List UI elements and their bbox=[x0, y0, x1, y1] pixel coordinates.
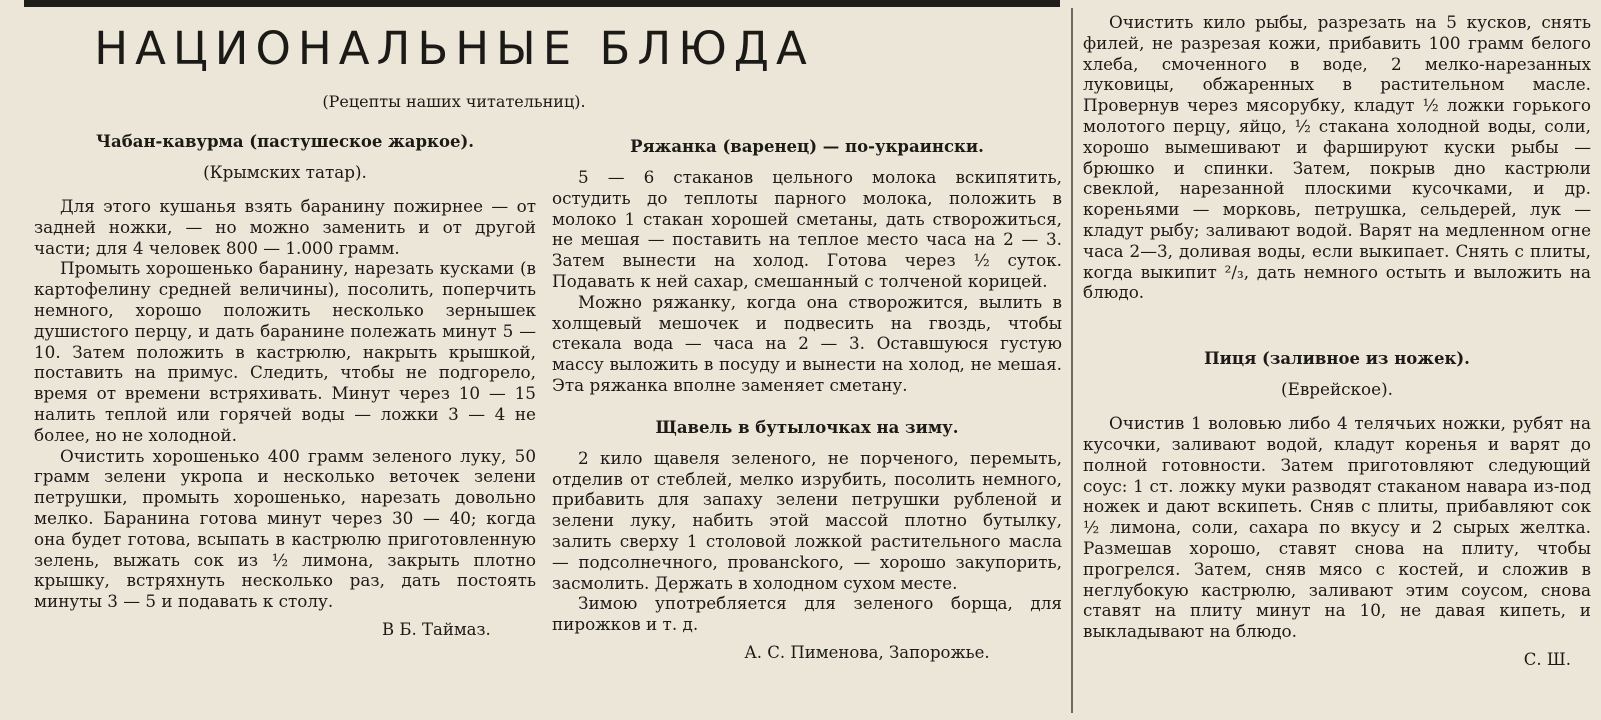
author-signature: А. С. Пименова, Запорожье. bbox=[744, 642, 990, 662]
paragraph: Очистить кило рыбы, разрезать на 5 кусков, снять филей, не разрезая кожи, прибавить 100 грамм белого хлеба, смоченного в воде, 2 мелко-нарезанных луковицы, обжаренных в растительном масле. Провернув через мясорубку, кладут ½ ложки горького молотого перцу, яйцо, ½ стакана холодной воды, соли, хорошо вымешивают и фаршируют куски рыбы — брюшко и спинки. Затем, покрыв дно кастрюли свеклой, нарезанной плоскими кусочками, и др. кореньями — морковь, петрушка, сельдерей, лук — кладут рыбу; заливают водой. Варят на медленном огне часа 2—3, доливая воды, если выкипает. Снять с плиты, когда выкипит ²/₃, дать немного остыть и выложить на блюдо. bbox=[1083, 12, 1591, 303]
recipe-title-shchavel: Щавель в бутылочках на зиму. bbox=[655, 417, 959, 437]
paragraph: Зимою употребляется для зеленого борща, для пирожков и т. д. bbox=[552, 593, 1062, 635]
column-left bbox=[34, 132, 536, 640]
top-rule bbox=[24, 0, 1060, 7]
paragraph: Для этого кушанья взять баранину пожирнее — от задней ножки, — но можно заменить и от другой части; для 4 человек 800 — 1.000 грамм. bbox=[34, 196, 536, 258]
author-signature: В Б. Таймаз. bbox=[382, 619, 491, 639]
paragraph: 5 — 6 стаканов цельного молока вскипятить, остудить до теплоты парного молока, положить в молоко 1 стакан хорошей сметаны, дать створожиться, не мешая — поставить на теплое место часа на 2 — 3. Затем вынести на холод. Готова через ½ суток. Подавать к ней сахар, смешанный с толченой корицей. bbox=[552, 167, 1062, 291]
recipe-origin-chaban: (Крымских татар). bbox=[203, 162, 367, 182]
recipe-origin-pitsya: (Еврейское). bbox=[1281, 379, 1393, 400]
paragraph: 2 кило щавеля зеленого, не порченого, перемыть, отделив от стеблей, мелко изрубить, посолить немного, прибавить для запаху зелени петрушки рубленой и зелени луку, набить этой массой плотно бутылку, залить сверху 1 столовой ложкой растительного масла — подсолнечного, провансkого, — хорошо закупорить, засмолить. Держать в холодном сухом месте. bbox=[552, 447, 1062, 593]
author-signature: С. Ш. bbox=[1523, 649, 1571, 669]
recipe-title-pitsya: Пиця (заливное из ножек). bbox=[1204, 349, 1470, 369]
column-divider bbox=[1071, 8, 1073, 713]
recipe-title-chaban: Чабан-кавурма (пастушеское жаркое). bbox=[95, 132, 475, 151]
paragraph: Очистив 1 воловью либо 4 телячьих ножки, рубят на кусочки, заливают водой, кладут коренья и варят до полной готовности. Затем приготовляют следующий соус: 1 ст. ложку муки разводят стаканом навара из-под ножек и дают вскипеть. Сняв с плиты, прибавляют сок ½ лимона, соли, сахара по вкусу и 2 сырых желтка. Размешав хорошо, ставят снова на плиту, чтобы прогрелся. Затем, сняв мясо с костей, и сложив в неглубокую кастрюлю, заливают этим соусом, снова ставят на плиту минут на 10, не давая кипеть, и выкладывают на блюдо. bbox=[1083, 413, 1591, 642]
recipe-title-ryazhanka: Ряжанка (варенец) — по-украински. bbox=[630, 137, 984, 156]
page-title: НАЦИОНАЛЬНЫЕ БЛЮДА bbox=[94, 22, 814, 75]
paragraph: Можно ряжанку, когда она створожится, вылить в холщевый мешочек и подвесить на гвоздь, чтобы стекала вода — часа на 2 — 3. Оставшуюся густую массу выложить в посуду и вынести на холод, не мешая. Эта ряжанка вполне заменяет сметану. bbox=[552, 291, 1062, 395]
page-subtitle: (Рецепты наших читательниц). bbox=[322, 92, 586, 111]
column-right bbox=[1083, 12, 1591, 670]
paragraph: Промыть хорошенько баранину, нарезать кусками (в картофелину средней величины), посолить, поперчить немного, хорошо положить несколько зернышек душистого перцу, и дать баранине полежать минут 5 —10. Затем положить в кастрюлю, накрыть крышкой, поставить на примус. Следить, чтобы не подгорело, время от времени встряхивать. Минут через 10 — 15 налить теплой или горячей воды — ложки 3 — 4 не более, но не холодной. bbox=[34, 258, 536, 445]
paragraph: Очистить хорошенько 400 грамм зеленого луку, 50 грамм зелени укропа и несколько веточек зелени петрушки, промыть хорошенько, нарезать довольно мелко. Баранина готова минут через 30 — 40; когда она будет готова, всыпать в кастрюлю приготовленную зелень, выжать сок из ½ лимона, закрыть плотно крышку, встряхнуть несколько раз, дать постоять минуты 3 — 5 и подавать к столу. bbox=[34, 445, 536, 612]
column-middle bbox=[552, 137, 1062, 663]
